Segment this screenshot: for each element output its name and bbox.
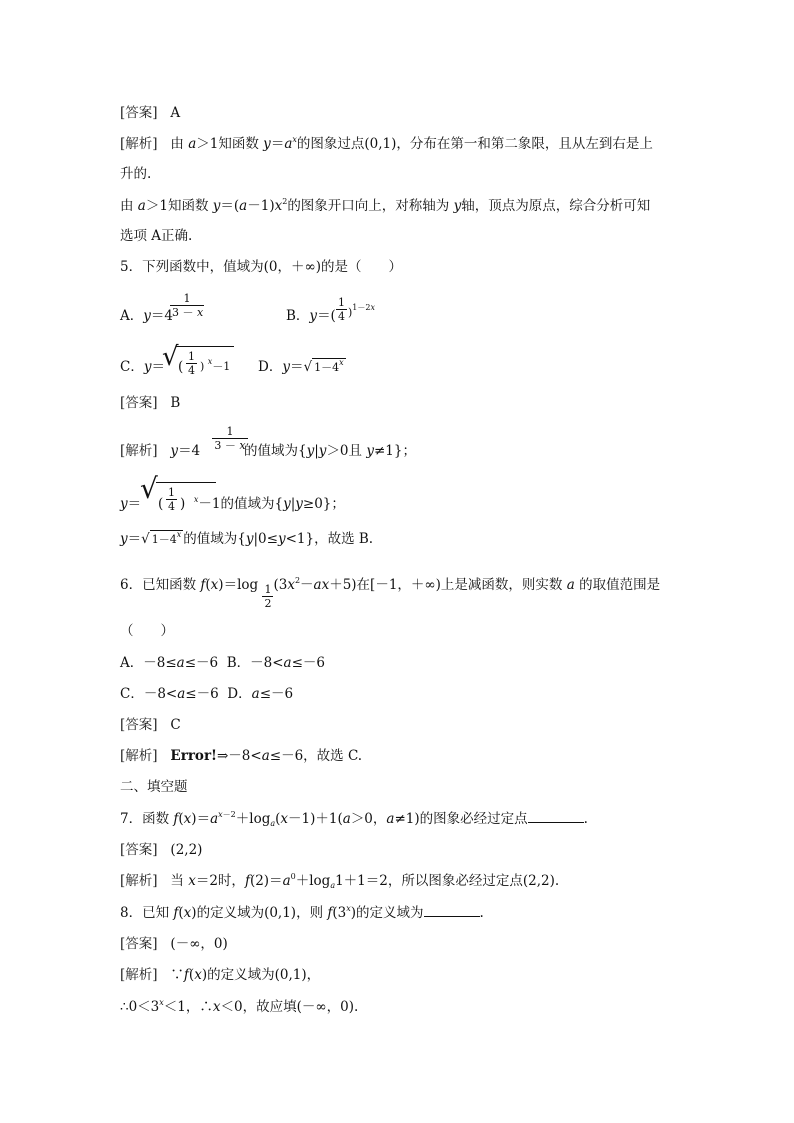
q6-stem: 6．已知函数 f(x)＝log $\frac{1}{2}$ $(3x^2-ax+5)$在[－1，＋∞)上是减函数，则实数 a 的取值范围是	[120, 576, 661, 610]
analysis-text: 的值域为{y|y＞0且 y≠1}；	[244, 443, 416, 459]
exponent: ) $^x$－1	[200, 357, 231, 373]
q5-analysis-line-3: y＝√ $1-4^x$ 的值域为{y|0≤y<1}，故选 B.	[120, 530, 374, 547]
radical-sign: √	[140, 472, 158, 505]
analysis-head: [解析] y＝4	[120, 443, 201, 459]
text: ≤－6，故选 C.	[269, 748, 363, 764]
denominator: 4	[338, 310, 345, 323]
analysis-tag: [解析]	[120, 873, 158, 889]
text: (2)＝	[249, 873, 283, 889]
answer-value: (－∞，0)	[170, 936, 228, 952]
q8-analysis-line-2: $\therefore 0<3^x<1$，∴x＜0，故应填(－∞，0).	[120, 998, 359, 1015]
text: ⇒－8<	[216, 748, 262, 764]
text: 8．已知	[120, 905, 174, 921]
text: －	[300, 577, 314, 593]
answer-tag: [答案]	[120, 395, 158, 411]
text: 1＋1＝2，所以图象必经过定点(2,2).	[335, 873, 560, 889]
text: ＝	[127, 496, 142, 512]
text: (	[178, 811, 184, 827]
text: 的图象过点(0,1)，分布在第一和第二象限，且从左到右是上	[296, 136, 653, 152]
analysis-tag: [解析]	[120, 967, 158, 983]
text: 升的.	[120, 166, 152, 182]
text: ≥0}；	[302, 496, 345, 512]
option-b: B．－8<	[226, 655, 284, 671]
analysis-text: ) $^x$－1的值域为{y|y≥0}；	[180, 495, 345, 512]
denominator: 4	[168, 500, 175, 513]
analysis-tag: [解析]	[120, 443, 158, 459]
q4-analysis-line-2	[120, 165, 151, 183]
q4-analysis-line-1: [解析] 由 a＞1知函数 $y=a^x$的图象过点(0,1)，分布在第一和第二象限，且从左到右是上	[120, 135, 653, 152]
option-label: D．	[258, 359, 283, 375]
q6-options-cd: C．－8<a≤－6 D．a≤－6	[120, 686, 294, 702]
radical-sign: √	[162, 342, 179, 372]
answer-value: A	[170, 105, 181, 121]
text: y＝	[120, 496, 142, 512]
denominator: 4	[188, 364, 195, 377]
text: ∵	[170, 967, 184, 983]
q8-answer-line	[120, 935, 228, 953]
text: (3	[273, 577, 288, 593]
answer-value: (2,2)	[170, 842, 203, 858]
text: ＞1知函数	[196, 136, 264, 152]
option-a: A．－8≤	[120, 655, 177, 671]
numerator: 1	[264, 583, 272, 596]
text: (3	[332, 905, 347, 921]
text: －1的值域为{	[198, 496, 284, 512]
fraction	[166, 486, 177, 513]
text: (	[188, 967, 195, 983]
error-text: Error!	[170, 748, 217, 764]
question-stem: 5．下列函数中，值域为(0，＋∞)的是（ ）	[120, 259, 402, 275]
answer-tag: [答案]	[120, 842, 158, 858]
fraction	[262, 583, 273, 610]
text: <1}，故选 B.	[285, 531, 374, 547]
text: ＝4	[178, 443, 201, 459]
text: ＝4	[150, 308, 173, 324]
text: ＝	[127, 531, 142, 547]
text: ＜1，∴	[163, 999, 213, 1015]
denominator: 3 －	[172, 306, 197, 319]
text: 1－4	[314, 361, 340, 374]
text: 选项 A正确.	[120, 228, 193, 244]
text: 由	[170, 136, 189, 152]
numerator: 1	[188, 350, 195, 363]
text: 7．函数	[120, 811, 174, 827]
numerator: 1	[168, 486, 175, 499]
q7-answer-line	[120, 841, 202, 859]
text: (	[205, 577, 211, 593]
q7-stem: 7．函数 $f(x)=a^{x-2}+\log_a(x-1)+1(a>0$，a≠1)的图象必经过定点 .	[120, 810, 588, 828]
option-d: D．y＝√ $1-4^x$	[258, 358, 344, 375]
option-c: C．－8<	[120, 686, 178, 702]
section-heading	[120, 778, 188, 796]
option-a: A．y＝4	[120, 308, 173, 324]
option-label: A．	[120, 308, 144, 324]
text: ≠1}；	[373, 443, 416, 459]
fraction: $\frac{1}{3 - x}$	[172, 292, 204, 319]
text: ＋5)在[－1，＋∞)上是减函数，则实数	[329, 577, 567, 593]
analysis-tag: [解析]	[120, 136, 158, 152]
numerator: 1	[170, 292, 204, 306]
text: (	[178, 905, 184, 921]
q4-analysis-line-4	[120, 227, 192, 245]
answer-tag: [答案]	[120, 936, 158, 952]
answer-blank	[424, 904, 480, 917]
text: |	[314, 443, 319, 459]
q6-paren	[120, 622, 174, 640]
text: (	[275, 811, 281, 827]
option-b: B．y＝(	[286, 308, 336, 324]
text: ≤－6	[184, 655, 219, 671]
q8-stem: 8．已知 f(x)的定义域为(0,1)，则 f(3$^x$)的定义域为 .	[120, 904, 484, 921]
q6-options-ab: A．－8≤a≤－6 B．－8<a≤－6	[120, 655, 326, 671]
text: ＝	[270, 136, 285, 152]
text: 轴，顶点为原点，综合分析可知	[461, 198, 651, 214]
analysis-tag: [解析]	[120, 748, 158, 764]
text: ＜0，故应填(－∞，0).	[220, 999, 359, 1015]
answer-tag: [答案]	[120, 105, 158, 121]
text: ≤－6	[259, 686, 294, 702]
q6-analysis-line: [解析] Error!⇒－8<a≤－6，故选 C.	[120, 748, 363, 764]
text: －1	[212, 360, 231, 373]
text: 的取值范围是	[579, 577, 661, 593]
text: 1－2	[352, 303, 371, 312]
text: )的定义域为	[350, 905, 424, 921]
text: |	[290, 496, 296, 512]
text: －1)	[247, 198, 275, 214]
text: ∴0＜3	[120, 999, 160, 1015]
text: （ ）	[120, 623, 174, 639]
q4-answer-line	[120, 104, 180, 122]
numerator: 1	[338, 296, 345, 309]
text: ＝2时，	[195, 873, 245, 889]
text: ＋log	[235, 811, 271, 827]
text: 的值域为{	[183, 531, 246, 547]
q8-analysis-line-1: [解析] ∵f(x)的定义域为(0,1)，	[120, 967, 321, 983]
paren: (	[178, 359, 184, 375]
text: ＝(	[220, 198, 240, 214]
section-title: 二、填空题	[120, 779, 188, 795]
fraction: $\frac{1}{3 - x}$	[212, 425, 248, 452]
answer-value: C	[170, 717, 181, 733]
option-c: C．y＝	[120, 359, 165, 375]
q7-analysis-line: [解析] 当 x＝2时，$f(2)=a^0+\log_a1+1=2$，所以图象必经过定点(2,2).	[120, 872, 560, 890]
answer-value: B	[170, 395, 181, 411]
text: ＝	[151, 359, 165, 375]
text: ＝	[289, 359, 304, 375]
q6-answer-line	[120, 716, 181, 734]
text: 1－4	[151, 533, 177, 546]
answer-blank	[528, 810, 584, 823]
text: －1)＋1(	[288, 811, 343, 827]
text: ＞1知函数	[145, 198, 213, 214]
fraction	[186, 350, 197, 377]
text: ＞0且	[326, 443, 367, 459]
text: 的图象开口向上，对称轴为	[287, 198, 454, 214]
q5-answer-line	[120, 394, 180, 412]
q5-stem	[120, 258, 402, 276]
text: 由	[120, 198, 138, 214]
text: )的定义域为(0,1)，则	[191, 905, 328, 921]
denominator: 3 －	[214, 439, 240, 452]
paren: (	[158, 496, 164, 512]
text: ＞0，	[350, 811, 387, 827]
option-label: B．	[286, 308, 310, 324]
text: 的值域为{	[244, 443, 307, 459]
q4-analysis-line-3: 由 a＞1知函数 $y=(a-1)x^2$的图象开口向上，对称轴为 y轴，顶点为原点，综合分析可知	[120, 197, 651, 214]
text: ≠1)的图象必经过定点	[394, 811, 528, 827]
text: )＝log	[218, 577, 263, 593]
text: ＝(	[317, 308, 336, 324]
text: |0≤	[253, 531, 278, 547]
text: ＋log	[295, 873, 331, 889]
fraction	[336, 296, 347, 323]
exponent: )$^{1-2x}$	[348, 303, 375, 319]
option-label: C．	[120, 359, 144, 375]
text: )的定义域为(0,1)，	[201, 967, 321, 983]
text: ≤－6	[291, 655, 326, 671]
text: ≤－6	[185, 686, 219, 702]
text: 6．已知函数	[120, 577, 201, 593]
numerator: 1	[212, 425, 248, 439]
text: )＝	[191, 811, 211, 827]
answer-tag: [答案]	[120, 717, 158, 733]
option-d: D．	[227, 686, 252, 702]
text: 当	[170, 873, 189, 889]
denominator: 2	[264, 597, 272, 610]
